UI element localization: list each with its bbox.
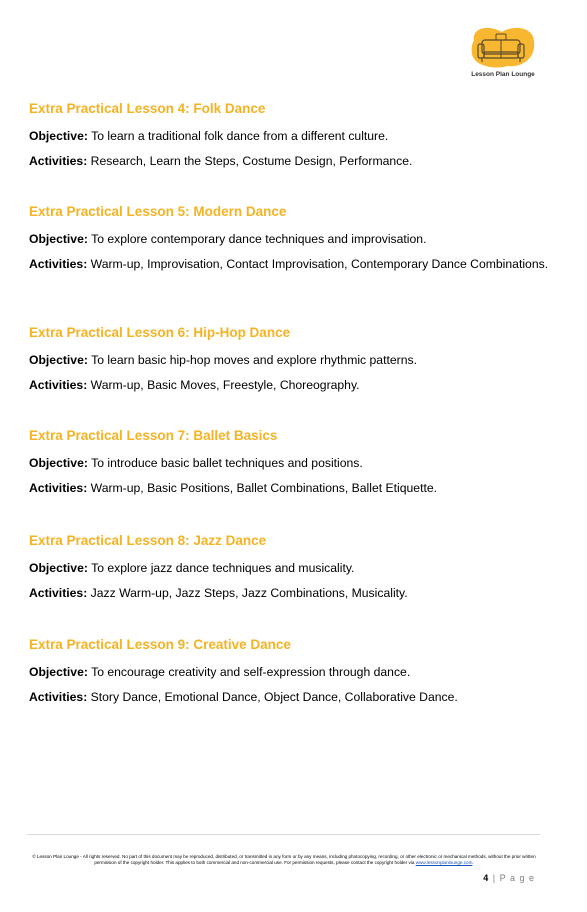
lesson-activities [29,256,549,272]
page-number-value: 4 [483,873,490,883]
footer-copyright [32,854,536,866]
lesson-objective [29,455,549,471]
activities-text: Jazz Warm-up, Jazz Steps, Jazz Combinations, Musicality. [90,586,408,600]
lesson-plan-lounge-logo [466,26,540,84]
footer-divider [27,834,540,835]
lesson-section [29,532,549,601]
objective-text: To learn a traditional folk dance from a different culture. [91,129,389,143]
page-separator: | [492,873,497,883]
sofa-logo-icon [468,26,538,72]
lesson-title: Extra Practical Lesson 9: Creative Dance [29,637,291,652]
lesson-activities [29,377,549,393]
lesson-title: Extra Practical Lesson 7: Ballet Basics [29,428,278,443]
objective-label: Objective: [29,561,88,575]
objective-text: To introduce basic ballet techniques and positions. [91,456,363,470]
lesson-section [29,636,549,705]
website-link[interactable]: www.lessonplanlounge.com [415,860,473,865]
activities-label: Activities: [29,257,88,271]
activities-label: Activities: [29,690,88,704]
activities-label: Activities: [29,586,88,600]
objective-text: To explore jazz dance techniques and musicality. [91,561,355,575]
activities-label: Activities: [29,378,88,392]
lesson-objective [29,664,549,680]
activities-text: Research, Learn the Steps, Costume Design, Performance. [90,154,413,168]
lesson-title: Extra Practical Lesson 5: Modern Dance [29,204,287,219]
copyright-text: © Lesson Plan Lounge - All rights reserved. No part of this document may be reproduced, distributed, or transmitted in any form or by any means, including photocopying, recording, or other electronic or mechanical methods, without the prior written permission of the copyright holder. This applies to both commercial and non-commercial use. For permission requests, please contact the copyright holder via [32,854,536,865]
lesson-section [29,427,549,496]
link-suffix: . [472,860,474,865]
lesson-title: Extra Practical Lesson 6: Hip-Hop Dance [29,325,291,340]
lesson-objective [29,231,549,247]
objective-text: To encourage creativity and self-expression through dance. [91,665,411,679]
lesson-activities [29,585,549,601]
logo-text: Lesson Plan Lounge [471,71,535,78]
activities-text: Story Dance, Emotional Dance, Object Dance, Collaborative Dance. [90,690,458,704]
activities-text: Warm-up, Improvisation, Contact Improvisation, Contemporary Dance Combinations. [90,257,549,271]
lesson-objective [29,560,549,576]
page-number [483,873,535,883]
lesson-section [29,324,549,393]
activities-text: Warm-up, Basic Positions, Ballet Combinations, Ballet Etiquette. [90,481,438,495]
lesson-objective [29,352,549,368]
lesson-title: Extra Practical Lesson 4: Folk Dance [29,101,266,116]
objective-label: Objective: [29,353,88,367]
activities-text: Warm-up, Basic Moves, Freestyle, Choreography. [90,378,360,392]
lesson-section [29,100,549,169]
activities-label: Activities: [29,154,88,168]
objective-label: Objective: [29,129,88,143]
lesson-objective [29,128,549,144]
lesson-activities [29,153,549,169]
objective-text: To learn basic hip-hop moves and explore rhythmic patterns. [91,353,417,367]
objective-text: To explore contemporary dance techniques and improvisation. [91,232,427,246]
page-label: P a g e [499,873,535,883]
lesson-activities [29,689,549,705]
activities-label: Activities: [29,481,88,495]
lesson-section [29,203,549,272]
lesson-activities [29,480,549,496]
objective-label: Objective: [29,456,88,470]
objective-label: Objective: [29,232,88,246]
objective-label: Objective: [29,665,88,679]
lesson-title: Extra Practical Lesson 8: Jazz Dance [29,533,267,548]
